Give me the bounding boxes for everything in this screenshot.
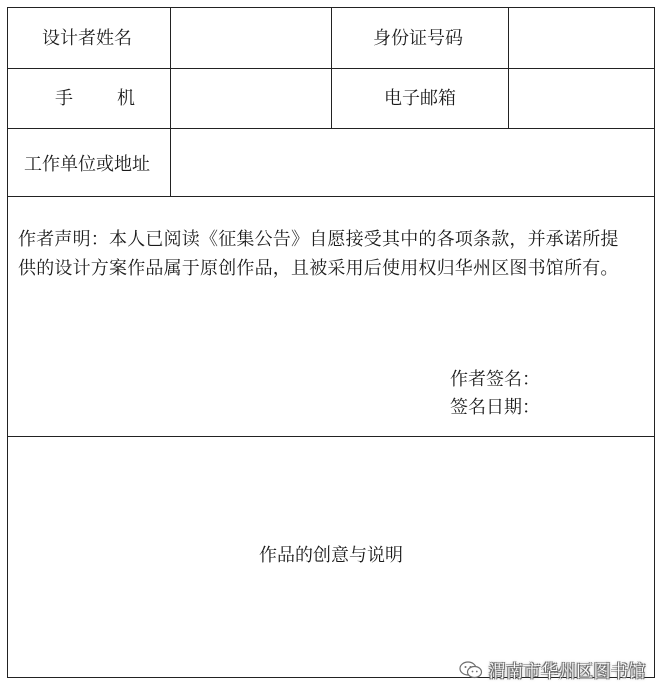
declaration-line-1: 作者声明：本人已阅读《征集公告》自愿接受其中的各项条款，并承诺所提: [18, 229, 619, 250]
author-declaration: [18, 225, 648, 283]
email-field[interactable]: [509, 69, 654, 128]
email-label: 电子邮箱: [384, 88, 456, 109]
wechat-icon: [459, 661, 483, 679]
signature-date-label: 签名日期：: [450, 397, 540, 418]
author-signature-label: 作者签名：: [450, 369, 540, 390]
mobile-label-right: 机: [117, 88, 135, 109]
id-number-label: 身份证号码: [373, 28, 463, 49]
designer-name-label: 设计者姓名: [42, 28, 132, 49]
workplace-label: 工作单位或地址: [24, 154, 150, 175]
designer-name-field[interactable]: [171, 8, 331, 68]
col-divider-2: [331, 7, 332, 128]
id-number-field[interactable]: [509, 8, 654, 68]
declaration-line-2: 供的设计方案作品属于原创作品，且被采用后使用权归华州区图书馆所有。: [18, 258, 619, 279]
workplace-field[interactable]: [171, 129, 654, 196]
mobile-field[interactable]: [171, 69, 331, 128]
watermark: [459, 657, 647, 682]
mobile-label-left: 手: [55, 88, 73, 109]
watermark-text: 渭南市华州区图书馆: [488, 662, 646, 682]
work-description-label: 作品的创意与说明: [259, 545, 403, 566]
row-divider-3: [7, 196, 655, 197]
